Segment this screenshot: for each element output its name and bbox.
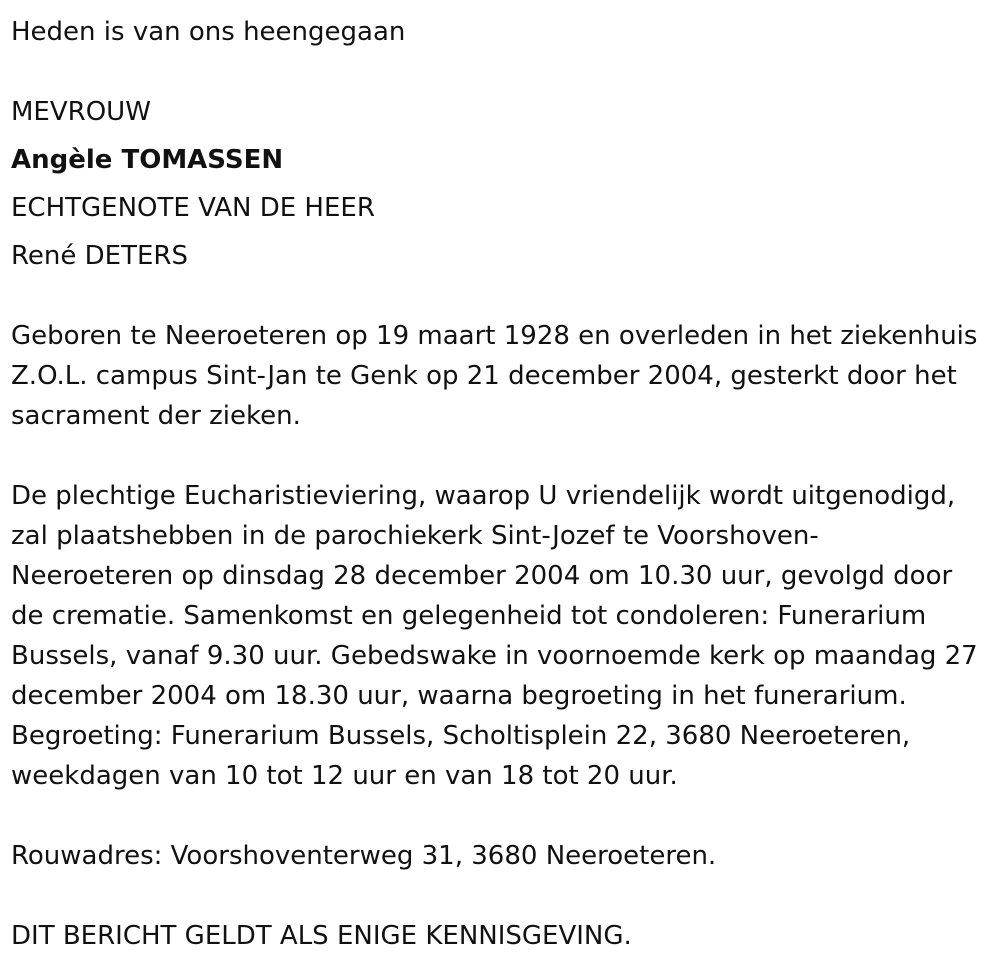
paragraph-line: Z.O.L. campus Sint-Jan te Genk op 21 december 2004, gesterkt door het xyxy=(11,361,957,391)
salutation: MEVROUW xyxy=(11,97,151,127)
obituary-notice xyxy=(11,8,996,956)
paragraph-line: Begroeting: Funerarium Bussels, Scholtisplein 22, 3680 Neeroeteren, xyxy=(11,721,911,751)
deceased-name: Angèle TOMASSEN xyxy=(11,145,284,175)
paragraph-line: sacrament der zieken. xyxy=(11,401,301,431)
paragraph-line: zal plaatshebben in de parochiekerk Sint-Jozef te Voorshoven- xyxy=(11,521,819,551)
paragraph-line: weekdagen van 10 tot 12 uur en van 18 tot 20 uur. xyxy=(11,761,678,791)
ceremony-paragraph xyxy=(11,476,996,796)
spacer xyxy=(11,796,996,836)
spacer xyxy=(11,436,996,476)
closing-notice: DIT BERICHT GELDT ALS ENIGE KENNISGEVING. xyxy=(11,921,632,951)
spouse-name: René DETERS xyxy=(11,241,188,271)
paragraph-line: Neeroeteren op dinsdag 28 december 2004 om 10.30 uur, gevolgd door xyxy=(11,561,953,591)
closing-paragraph xyxy=(11,916,996,956)
spacer xyxy=(11,280,996,316)
spacer xyxy=(11,876,996,916)
mourning-address-paragraph xyxy=(11,836,996,876)
paragraph-line: Bussels, vanaf 9.30 uur. Gebedswake in voornoemde kerk op maandag 27 xyxy=(11,641,978,671)
relation-text: ECHTGENOTE VAN DE HEER xyxy=(11,193,375,223)
paragraph-line: De plechtige Eucharistieviering, waarop U vriendelijk wordt uitgenodigd, xyxy=(11,481,956,511)
mourning-address: Rouwadres: Voorshoventerweg 31, 3680 Neeroeteren. xyxy=(11,841,717,871)
intro-text: Heden is van ons heengegaan xyxy=(11,17,406,47)
paragraph-line: december 2004 om 18.30 uur, waarna begroeting in het funerarium. xyxy=(11,681,907,711)
birth-death-paragraph xyxy=(11,316,996,436)
spacer xyxy=(11,56,996,88)
paragraph-line: de crematie. Samenkomst en gelegenheid tot condoleren: Funerarium xyxy=(11,601,927,631)
paragraph-line: Geboren te Neeroeteren op 19 maart 1928 en overleden in het ziekenhuis xyxy=(11,321,978,351)
